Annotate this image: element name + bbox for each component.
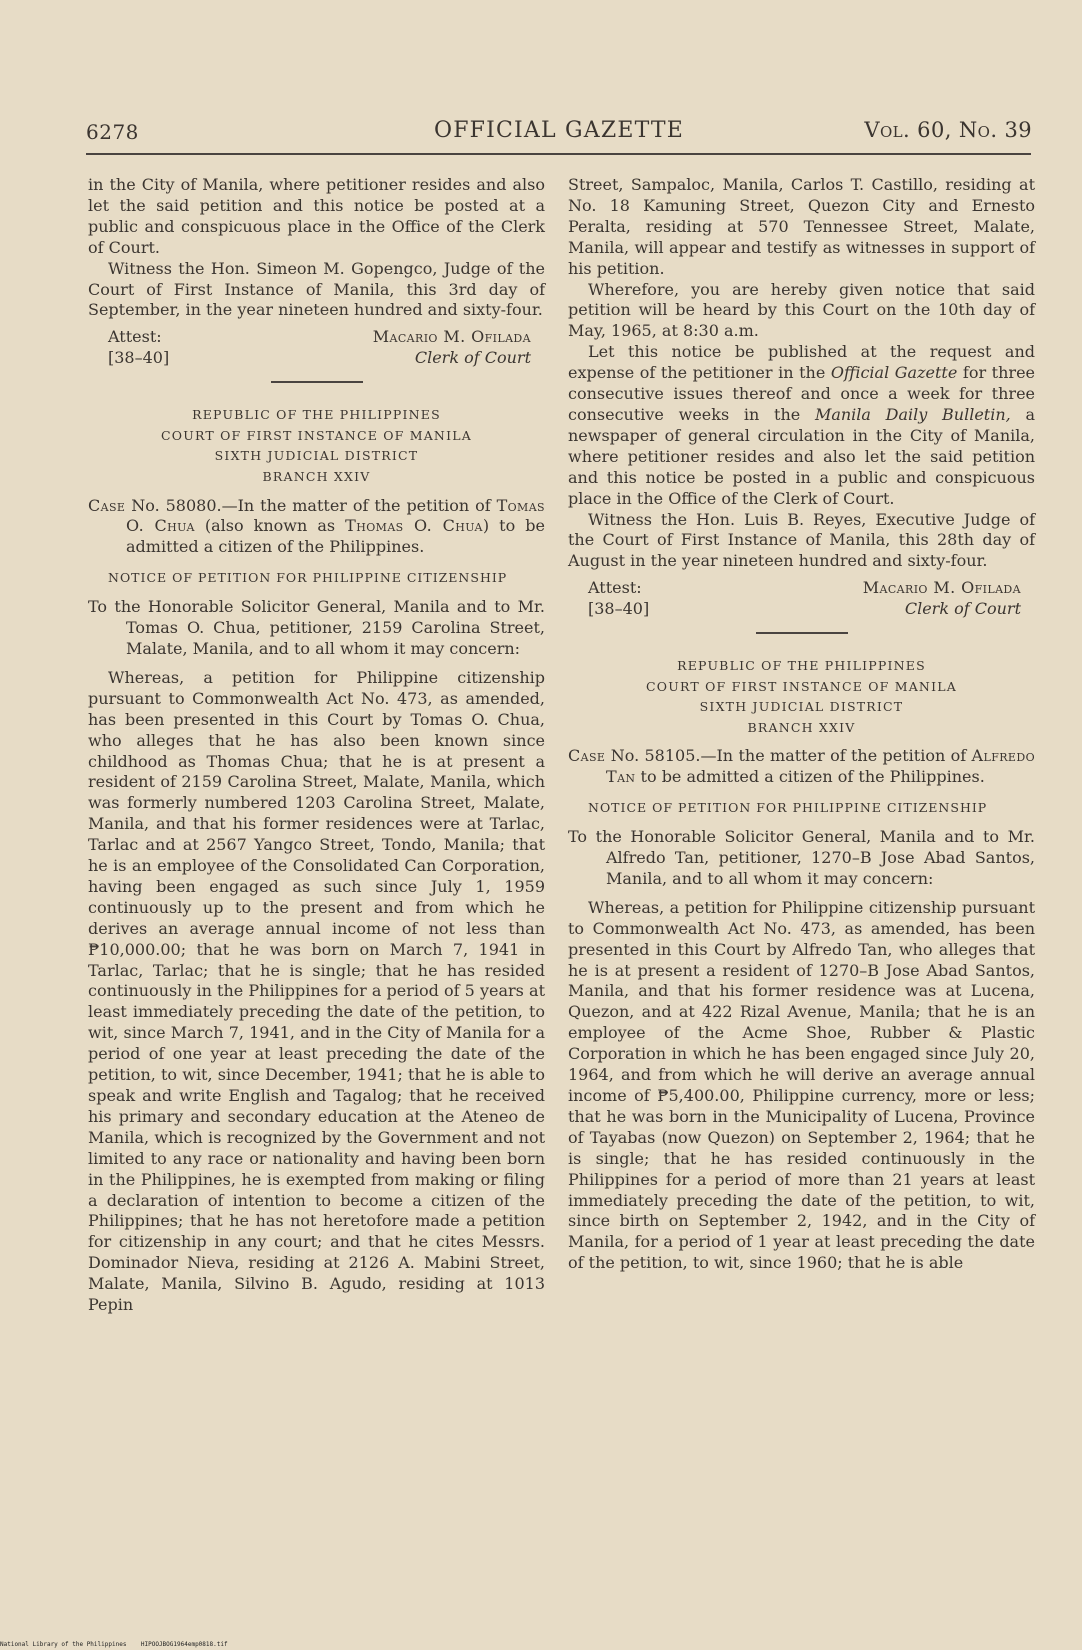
newspaper-ref: Manila Daily Bulletin, bbox=[814, 404, 1011, 424]
address-paragraph: To the Honorable Solicitor General, Manila and to Mr. Tomas O. Chua, petitioner, 2159 Carolina Street, Malate, Manila, and to all whom it may concern: bbox=[88, 597, 545, 658]
case-label: Case bbox=[88, 495, 126, 515]
signer-title: Clerk of Court bbox=[904, 599, 1021, 619]
right-column bbox=[568, 175, 1035, 1274]
caption-line: COURT OF FIRST INSTANCE OF MANILA bbox=[646, 678, 957, 694]
page-header bbox=[86, 112, 1032, 152]
publication-title: OFFICIAL GAZETTE bbox=[433, 118, 685, 143]
section-divider bbox=[756, 632, 848, 634]
caption-line: REPUBLIC OF THE PHILIPPINES bbox=[192, 407, 441, 423]
official-gazette-ref: Official Gazette bbox=[830, 363, 958, 383]
attest-label: Attest: bbox=[108, 327, 162, 347]
petitioner-name: Tomas O. Chua bbox=[126, 495, 545, 536]
left-column bbox=[88, 175, 545, 1316]
issue-reference: [38–40] bbox=[588, 599, 650, 619]
petition-body: Whereas, a petition for Philippine citizenship pursuant to Commonwealth Act No. 473, as amended, has been presented in this Court by Tomas O. Chua, who alleges that he has also been known since childhood as Thomas Chua; that he is at present a resident of 2159 Carolina Street, Malate, Manila, which was formerly numbered 1203 Carolina Street, Malate, Manila, and that his former residences were at Tarlac, Tarlac and at 2567 Yangco Street, Tondo, Manila; that he is an employee of the Consolidated Can Corporation, having been engaged as such since July 1, 1959 continuously up to the present and from which he derives an average annual income of not less than ₱10,000.00; that he was born on March 7, 1941 in Tarlac, Tarlac; that he is single; that he has resided continuously in the Philippines for a period of 5 years at least immediately preceding the date of the petition, to wit, since March 7, 1941, and in the City of Manila for a period of one year at least preceding the date of the petition, to wit, since December, 1941; that he is able to speak and write English and Tagalog; that he received his primary and secondary education at the Ateneo de Manila, which is recognized by the Government and not limited to any race or nationality and having been born in the Philippines, he is exempted from making or filing a declaration of intention to become a citizen of the Philippines; that he has not heretofore made a petition for citizenship in any court; and that he cites Messrs. Dominador Nieva, residing at 2126 A. Mabini Street, Malate, Manila, Silvino B. Agudo, residing at 1013 Pepin bbox=[88, 667, 545, 1315]
scan-source-note: National Library of the Philippines HIPOOJBOG1964emp0818.tif bbox=[0, 1641, 228, 1648]
court-caption bbox=[568, 656, 1035, 738]
attest-label: Attest: bbox=[588, 578, 642, 598]
signature-block bbox=[588, 578, 1035, 620]
signer-title: Clerk of Court bbox=[414, 348, 531, 368]
paragraph: in the City of Manila, where petitioner resides and also let the said petition and this notice be posted at a public and conspicuous place in the Office of the Clerk of Court. bbox=[88, 175, 545, 257]
signer-name: Macario M. Ofilada bbox=[862, 578, 1021, 598]
court-caption bbox=[88, 405, 545, 487]
volume-number: Vol. 60, No. 39 bbox=[864, 118, 1032, 142]
petition-body: Whereas, a petition for Philippine citizenship pursuant to Commonwealth Act No. 473, as amended, has been presented in this Court by Alfredo Tan, who alleges that he is at present a resident of 1270–B Jose Abad Santos, Manila, and that his former residence was at Lucena, Quezon, and at 422 Rizal Avenue, Manila; that he is an employee of the Acme Shoe, Rubber & Plastic Corporation in which he has been engaged since July 20, 1964, and from which he will derive an average annual income of ₱5,400.00, Philippine currency, more or less; that he was born in the Municipality of Lucena, Province of Tayabas (now Quezon) on September 2, 1964; that he is single; that he has resided continuously in the Philippines for a period of more than 21 years at least immediately preceding the date of the petition, to wit, since birth on September 2, 1942, and in the City of Manila, for a period of 1 year at least preceding the date of the petition, to wit, since 1960; that he is able bbox=[568, 897, 1035, 1273]
address-paragraph: To the Honorable Solicitor General, Manila and to Mr. Alfredo Tan, petitioner, 1270–B Jose Abad Santos, Manila, and to all whom it may concern: bbox=[568, 827, 1035, 888]
case-title: Case No. 58080.—In the matter of the petition of Tomas O. Chua (also known as Thomas O. Chua) to be admitted a citizen of the Philippines. bbox=[88, 495, 546, 557]
header-rule bbox=[86, 153, 1031, 155]
signer-name: Macario M. Ofilada bbox=[372, 327, 531, 347]
publication-paragraph: Let this notice be published at the request and expense of the petitioner in the Official Gazette for three consecutive issues thereof and once a week for three consecutive weeks in the Manila Daily Bulletin, a newspaper of general circulation in the City of Manila, where petitioner resides and also let the said petition and this notice be posted in a public and conspicuous place in the Office of the Clerk of Court. bbox=[568, 342, 1036, 508]
notice-title: NOTICE OF PETITION FOR PHILIPPINE CITIZENSHIP bbox=[588, 800, 988, 816]
page-number: 6278 bbox=[86, 120, 139, 144]
caption-line: COURT OF FIRST INSTANCE OF MANILA bbox=[161, 427, 472, 443]
alias-name: Thomas O. Chua bbox=[345, 516, 483, 536]
issue-reference: [38–40] bbox=[108, 348, 170, 368]
signature-block bbox=[108, 327, 545, 369]
case-label: Case bbox=[568, 746, 606, 766]
paragraph: Street, Sampaloc, Manila, Carlos T. Castillo, residing at No. 18 Kamuning Street, Quezon City and Ernesto Peralta, residing at 570 Tennessee Street, Malate, Manila, will appear and testify as witnesses in support of his petition. bbox=[568, 175, 1035, 278]
caption-line: BRANCH XXIV bbox=[747, 719, 856, 735]
witness-paragraph: Witness the Hon. Simeon M. Gopengco, Judge of the Court of First Instance of Manila, this 3rd day of September, in the year nineteen hundred and sixty-four. bbox=[88, 258, 545, 320]
petitioner-name: Alfredo Tan bbox=[606, 746, 1035, 787]
hearing-paragraph: Wherefore, you are hereby given notice that said petition will be heard by this Court on the 10th day of May, 1965, at 8:30 a.m. bbox=[568, 279, 1035, 341]
caption-line: SIXTH JUDICIAL DISTRICT bbox=[699, 699, 904, 715]
witness-paragraph: Witness the Hon. Luis B. Reyes, Executive Judge of the Court of First Instance of Manila, this 28th day of August in the year nineteen hundred and sixty-four. bbox=[568, 509, 1035, 571]
section-divider bbox=[271, 381, 363, 383]
caption-line: SIXTH JUDICIAL DISTRICT bbox=[214, 448, 419, 464]
caption-line: REPUBLIC OF THE PHILIPPINES bbox=[677, 658, 926, 674]
case-title: Case No. 58105.—In the matter of the petition of Alfredo Tan to be admitted a citizen of the Philippines. bbox=[568, 746, 1035, 787]
caption-line: BRANCH XXIV bbox=[262, 468, 371, 484]
notice-title: NOTICE OF PETITION FOR PHILIPPINE CITIZENSHIP bbox=[108, 570, 508, 586]
